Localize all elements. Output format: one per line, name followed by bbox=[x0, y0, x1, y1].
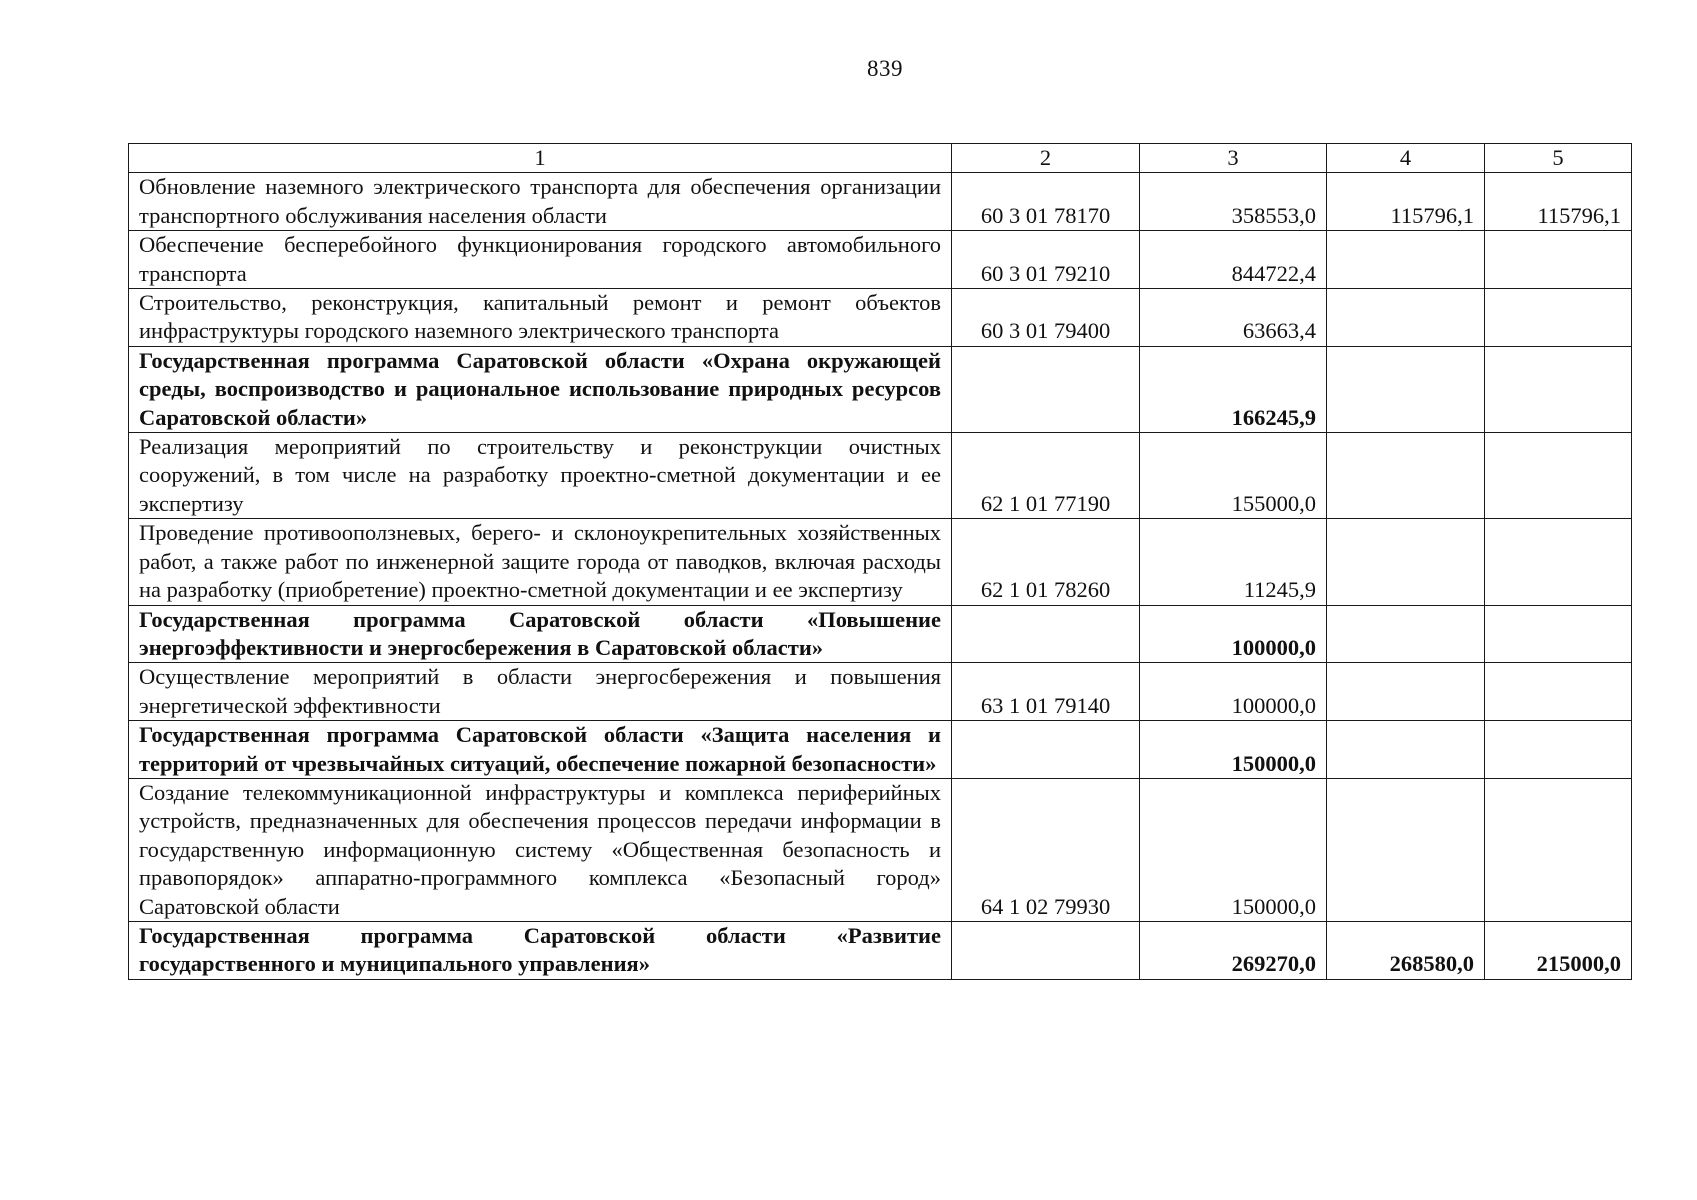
row-name-cell: Осуществление мероприятий в области энергосбережения и повышения энергетической эффективности bbox=[129, 663, 952, 721]
row-col5-cell bbox=[1485, 778, 1632, 921]
program-name-cell: Государственная программа Саратовской области «Охрана окружающей среды, воспроизводство и рациональное использование природных ресурсов Саратовской области» bbox=[129, 346, 952, 432]
table-row bbox=[129, 663, 1632, 721]
row-name-cell: Обеспечение бесперебойного функционирования городского автомобильного транспорта bbox=[129, 231, 952, 289]
row-col4-cell bbox=[1327, 663, 1485, 721]
row-name-cell: Создание телекоммуникационной инфраструктуры и комплекса периферийных устройств, предназначенных для обеспечения процессов передачи информации в государственную информационную систему «Общественная безопасность и правопорядок» аппаратно-программного комплекса «Безопасный город» Саратовской области bbox=[129, 778, 952, 921]
table-header-row bbox=[129, 144, 1632, 173]
row-col4-cell: 115796,1 bbox=[1327, 173, 1485, 231]
row-code-cell: 64 1 02 79930 bbox=[952, 778, 1140, 921]
row-name-cell: Проведение противооползневых, берего- и склоноукрепительных хозяйственных работ, а также работ по инженерной защите города от паводков, включая расходы на разработку (приобретение) проектно-сметной документации и ее экспертизу bbox=[129, 519, 952, 605]
column-header-3: 3 bbox=[1140, 144, 1327, 173]
table-row bbox=[129, 519, 1632, 605]
row-col5-cell bbox=[1485, 519, 1632, 605]
row-code-cell: 63 1 01 79140 bbox=[952, 663, 1140, 721]
program-col4-cell bbox=[1327, 721, 1485, 779]
row-code-cell: 60 3 01 79210 bbox=[952, 231, 1140, 289]
program-col4-cell bbox=[1327, 605, 1485, 663]
column-header-4: 4 bbox=[1327, 144, 1485, 173]
row-col3-cell: 11245,9 bbox=[1140, 519, 1327, 605]
row-col3-cell: 844722,4 bbox=[1140, 231, 1327, 289]
row-code-cell: 60 3 01 78170 bbox=[952, 173, 1140, 231]
program-row bbox=[129, 346, 1632, 432]
program-col4-cell: 268580,0 bbox=[1327, 921, 1485, 979]
row-col5-cell bbox=[1485, 289, 1632, 347]
program-col5-cell bbox=[1485, 721, 1632, 779]
program-col3-cell: 166245,9 bbox=[1140, 346, 1327, 432]
row-col3-cell: 63663,4 bbox=[1140, 289, 1327, 347]
row-code-cell: 60 3 01 79400 bbox=[952, 289, 1140, 347]
program-col3-cell: 100000,0 bbox=[1140, 605, 1327, 663]
program-name-cell: Государственная программа Саратовской области «Повышение энергоэффективности и энергосбережения в Саратовской области» bbox=[129, 605, 952, 663]
program-col5-cell bbox=[1485, 605, 1632, 663]
program-col5-cell: 215000,0 bbox=[1485, 921, 1632, 979]
table-row bbox=[129, 173, 1632, 231]
row-col4-cell bbox=[1327, 289, 1485, 347]
program-row bbox=[129, 921, 1632, 979]
page-number: 839 bbox=[867, 56, 903, 81]
program-col3-cell: 269270,0 bbox=[1140, 921, 1327, 979]
program-name-cell: Государственная программа Саратовской области «Защита населения и территорий от чрезвычайных ситуаций, обеспечение пожарной безопасности» bbox=[129, 721, 952, 779]
program-name-cell: Государственная программа Саратовской области «Развитие государственного и муниципального управления» bbox=[129, 921, 952, 979]
row-col4-cell bbox=[1327, 778, 1485, 921]
row-col3-cell: 358553,0 bbox=[1140, 173, 1327, 231]
program-col3-cell: 150000,0 bbox=[1140, 721, 1327, 779]
row-col5-cell bbox=[1485, 663, 1632, 721]
row-name-cell: Обновление наземного электрического транспорта для обеспечения организации транспортного обслуживания населения области bbox=[129, 173, 952, 231]
program-code-cell bbox=[952, 346, 1140, 432]
program-code-cell bbox=[952, 921, 1140, 979]
row-col5-cell bbox=[1485, 231, 1632, 289]
program-col4-cell bbox=[1327, 346, 1485, 432]
column-header-1: 1 bbox=[129, 144, 952, 173]
table-row bbox=[129, 289, 1632, 347]
column-header-2: 2 bbox=[952, 144, 1140, 173]
program-code-cell bbox=[952, 605, 1140, 663]
program-row bbox=[129, 721, 1632, 779]
column-header-5: 5 bbox=[1485, 144, 1632, 173]
row-code-cell: 62 1 01 77190 bbox=[952, 433, 1140, 519]
program-code-cell bbox=[952, 721, 1140, 779]
row-code-cell: 62 1 01 78260 bbox=[952, 519, 1140, 605]
budget-table bbox=[128, 143, 1632, 980]
program-row bbox=[129, 605, 1632, 663]
row-name-cell: Реализация мероприятий по строительству и реконструкции очистных сооружений, в том числе на разработку проектно-сметной документации и ее экспертизу bbox=[129, 433, 952, 519]
program-col5-cell bbox=[1485, 346, 1632, 432]
table-row bbox=[129, 778, 1632, 921]
table-row bbox=[129, 231, 1632, 289]
row-col3-cell: 150000,0 bbox=[1140, 778, 1327, 921]
table-row bbox=[129, 433, 1632, 519]
row-col3-cell: 100000,0 bbox=[1140, 663, 1327, 721]
row-name-cell: Строительство, реконструкция, капитальный ремонт и ремонт объектов инфраструктуры городского наземного электрического транспорта bbox=[129, 289, 952, 347]
row-col4-cell bbox=[1327, 433, 1485, 519]
row-col3-cell: 155000,0 bbox=[1140, 433, 1327, 519]
row-col4-cell bbox=[1327, 519, 1485, 605]
row-col5-cell bbox=[1485, 433, 1632, 519]
row-col4-cell bbox=[1327, 231, 1485, 289]
row-col5-cell: 115796,1 bbox=[1485, 173, 1632, 231]
